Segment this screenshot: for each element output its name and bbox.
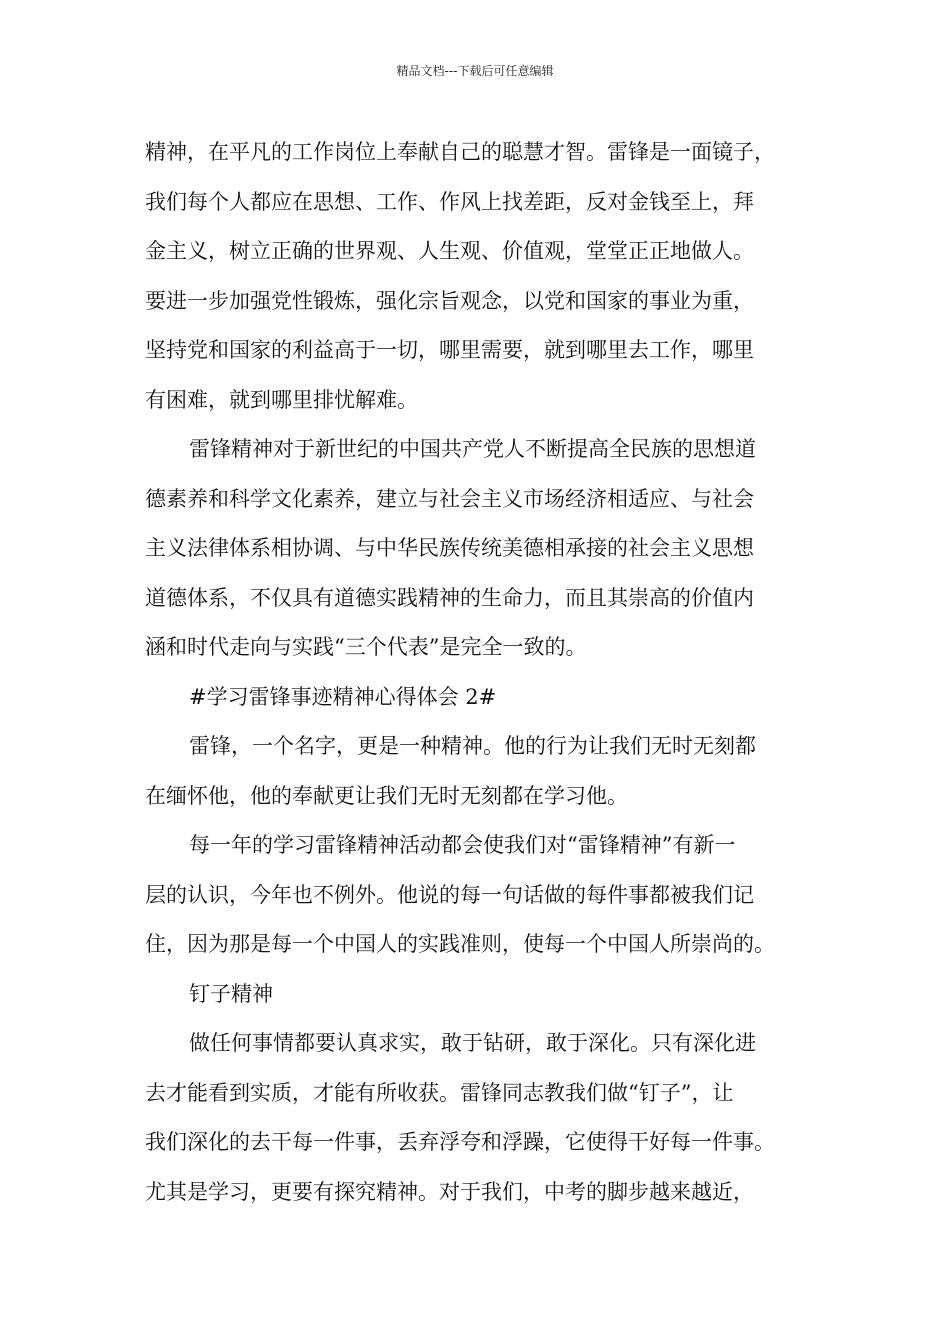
text-line: 钉子精神 [189, 981, 273, 1006]
document-body [145, 128, 835, 1217]
text-line: 我们每个人都应在思想、工作、作风上找差距，反对金钱至上，拜 [145, 189, 754, 214]
text-line: 要进一步加强党性锻炼，强化宗旨观念，以党和国家的事业为重， [145, 288, 754, 313]
text-line: 我们深化的去干每一件事，丢弃浮夸和浮躁，它使得干好每一件事。 [145, 1130, 775, 1154]
text-line: 有困难，就到哪里排忧解难。 [145, 387, 418, 412]
text-line: 雷锋精神对于新世纪的中国共产党人不断提高全民族的思想道 [189, 437, 756, 461]
text-line: 每一年的学习雷锋精神活动都会使我们对“雷锋精神”有新一 [189, 833, 736, 857]
text-line: 主义法律体系相协调、与中华民族传统美德相承接的社会主义思想 [145, 536, 754, 560]
text-line: #学习雷锋事迹精神心得体会 2# [189, 684, 497, 709]
paragraph-1 [145, 128, 835, 425]
text-line: 在缅怀他，他的奉献更让我们无时无刻都在学习他。 [145, 783, 628, 808]
text-line: 道德体系，不仅具有道德实践精神的生命力，而且其崇高的价值内 [145, 585, 754, 610]
text-line: 层的认识，今年也不例外。他说的每一句话做的每件事都被我们记 [145, 882, 754, 907]
text-line: 坚持党和国家的利益高于一切，哪里需要，就到哪里去工作，哪里 [145, 338, 754, 362]
section-heading [145, 673, 835, 723]
text-line: 尤其是学习，更要有探究精神。对于我们，中考的脚步越来越近， [145, 1179, 754, 1204]
text-line: 德素养和科学文化素养，建立与社会主义市场经济相适应、与社会 [145, 486, 754, 511]
paragraph-5 [145, 1019, 835, 1217]
text-line: 去才能看到实质，才能有所收获。雷锋同志教我们做“钉子”，让 [145, 1080, 734, 1105]
text-line: 金主义，树立正确的世界观、人生观、价值观，堂堂正正地做人。 [145, 239, 754, 263]
text-line: 涵和时代走向与实践“三个代表”是完全一致的。 [145, 635, 587, 659]
text-line: 精神，在平凡的工作岗位上奉献自己的聪慧才智。雷锋是一面镜子， [145, 140, 775, 164]
text-line: 做任何事情都要认真求实，敢于钻研，敢于深化。只有深化进 [189, 1031, 756, 1055]
text-line: 雷锋，一个名字，更是一种精神。他的行为让我们无时无刻都 [189, 734, 756, 758]
subheading [145, 970, 835, 1020]
page-header: 精品文档---下载后可任意编辑 [396, 64, 554, 78]
paragraph-3 [145, 722, 835, 821]
paragraph-4 [145, 821, 835, 970]
text-line: 住，因为那是每一个中国人的实践准则，使每一个中国人所崇尚的。 [145, 932, 775, 956]
paragraph-2 [145, 425, 835, 673]
